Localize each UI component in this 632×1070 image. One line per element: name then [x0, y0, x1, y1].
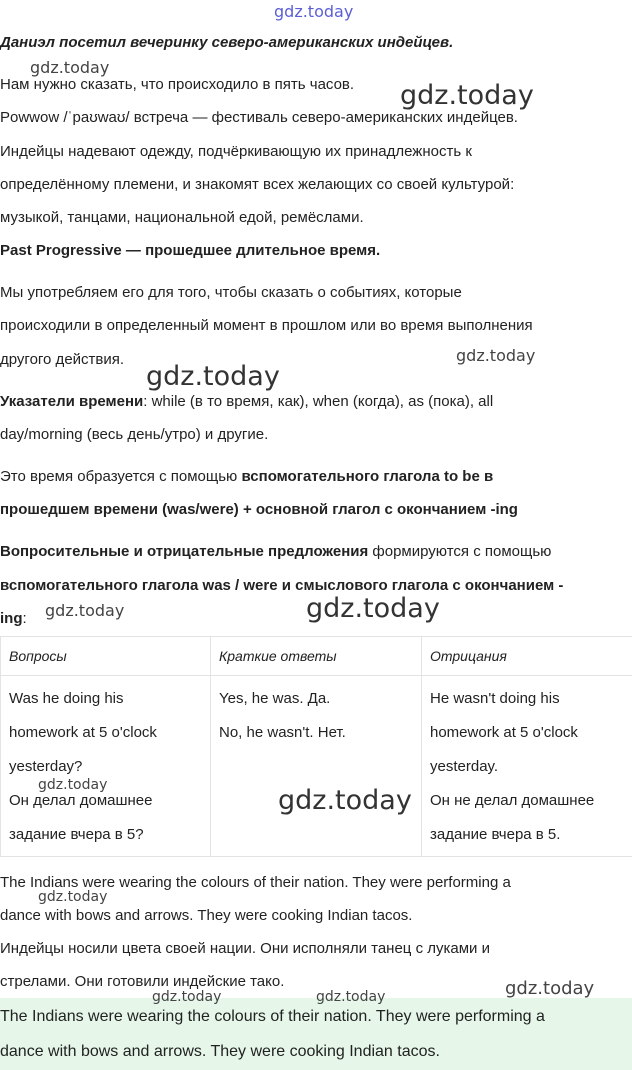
cell-questions [1, 676, 211, 857]
cell-line: Was he doing his [9, 690, 124, 707]
cell-line: yesterday. [430, 758, 499, 775]
table-row [1, 676, 632, 857]
grammar-usage-2: происходили в определенный момент в прошлом или во время выполнения [0, 317, 533, 334]
watermark: gdz.today [306, 593, 440, 624]
example-en-1: The Indians were wearing the colours of their nation. They were performing a [0, 874, 511, 891]
example-ru-1: Индейцы носили цвета своей нации. Они исполняли танец с луками и [0, 940, 490, 957]
cell-line: He wasn't doing his [430, 690, 560, 707]
grammar-table [0, 636, 632, 857]
watermark: gdz.today [456, 346, 536, 365]
watermark: gdz.today [38, 777, 108, 793]
questions-line-2: вспомогательного глагола was / were и смыслового глагола с окончанием - [0, 577, 564, 594]
cell-line: Он делал домашнее [9, 792, 153, 809]
questions-bold: Вопросительные и отрицательные предложения [0, 543, 369, 560]
watermark: gdz.today [278, 785, 412, 816]
cell-line: yesterday? [9, 758, 83, 775]
answer-block [0, 998, 632, 1070]
questions-text: формируются с помощью [368, 543, 552, 560]
intro-line-4: определённому племени, и знакомят всех желающих со своей культурой: [0, 176, 515, 193]
cell-line: задание вчера в 5. [430, 826, 561, 843]
grammar-usage-1: Мы употребляем его для того, чтобы сказать о событиях, которые [0, 284, 462, 301]
example-ru-2: стрелами. Они готовили индейские тако. [0, 973, 285, 990]
header-negatives: Отрицания [422, 637, 632, 676]
time-markers-line-1 [0, 385, 632, 419]
example-en-2: dance with bows and arrows. They were cooking Indian tacos. [0, 907, 413, 924]
cell-negatives [422, 676, 632, 857]
watermark: gdz.today [146, 361, 280, 392]
answer-line-2: dance with bows and arrows. They were cooking Indian tacos. [0, 1043, 440, 1060]
intro-heading: Даниэл посетил вечеринку северо-американских индейцев. [0, 34, 454, 51]
cell-line: No, he wasn't. Нет. [219, 724, 346, 741]
time-markers-line-2: day/morning (весь день/утро) и другие. [0, 426, 269, 443]
intro-line-3: Индейцы надевают одежду, подчёркивающую их принадлежность к [0, 143, 472, 160]
watermark: gdz.today [316, 989, 386, 1005]
formation-bold-1: вспомогательного глагола to be в [241, 468, 494, 485]
cell-line: Yes, he was. Да. [219, 690, 331, 707]
header-short-answers: Краткие ответы [211, 637, 422, 676]
cell-line: homework at 5 o'clock [9, 724, 157, 741]
header-questions: Вопросы [1, 637, 211, 676]
watermark: gdz.today [505, 978, 595, 999]
cell-line: homework at 5 o'clock [430, 724, 578, 741]
questions-bold-3: ing [0, 610, 23, 627]
answer-line-1: The Indians were wearing the colours of their nation. They were performing a [0, 1008, 545, 1025]
watermark: gdz.today [400, 80, 534, 111]
questions-line-1 [0, 535, 632, 569]
cell-line: Он не делал домашнее [430, 792, 595, 809]
time-markers-label: Указатели времени [0, 393, 144, 410]
table-header-row [1, 637, 632, 676]
grammar-usage-3: другого действия. [0, 351, 125, 368]
watermark: gdz.today [30, 58, 110, 77]
watermark: gdz.today [152, 989, 222, 1005]
watermark: gdz.today [38, 889, 108, 905]
cell-line: задание вчера в 5? [9, 826, 144, 843]
formation-line-2: прошедшем времени (was/were) + основной глагол с окончанием -ing [0, 501, 518, 518]
questions-end: : [22, 610, 27, 627]
watermark-top: gdz.today [274, 2, 354, 21]
time-markers-text: : while (в то время, как), when (когда), as (пока), all [143, 393, 494, 410]
grammar-title: Past Progressive — прошедшее длительное время. [0, 242, 381, 259]
formation-line-1 [0, 460, 632, 494]
intro-line-2: Powwow /ˈpaʊwaʊ/ встреча — фестиваль северо-американских индейцев. [0, 109, 518, 126]
intro-line-5: музыкой, танцами, национальной едой, ремёслами. [0, 209, 364, 226]
watermark: gdz.today [45, 601, 125, 620]
intro-line-1: Нам нужно сказать, что происходило в пять часов. [0, 76, 355, 93]
cell-short-answers [211, 676, 422, 857]
formation-prefix: Это время образуется с помощью [0, 468, 242, 485]
